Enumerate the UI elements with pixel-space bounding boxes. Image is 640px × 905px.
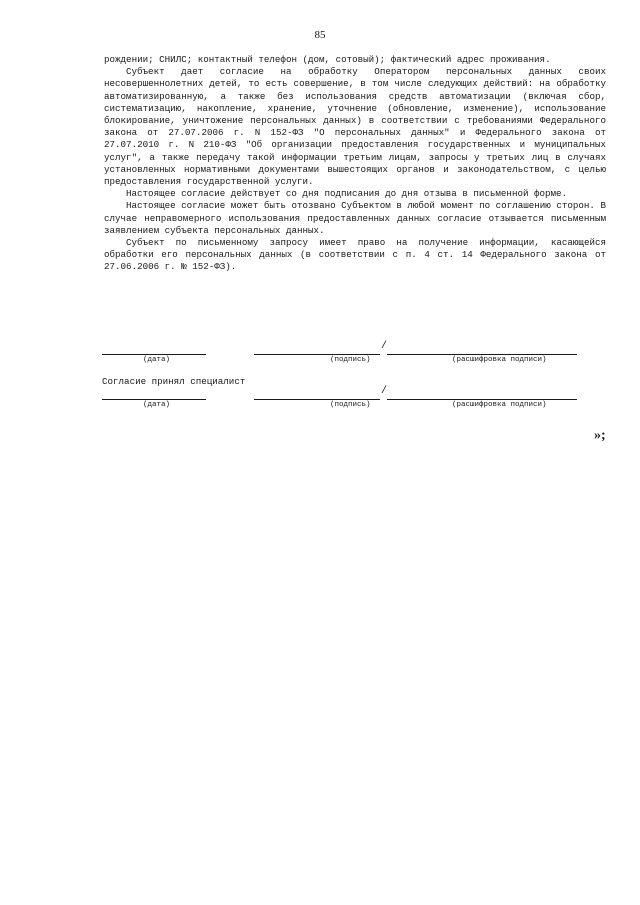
paragraph-address: рождении; СНИЛС; контактный телефон (дом, сотовый); фактический адрес проживания. bbox=[104, 54, 551, 65]
signature-caption: (подпись) bbox=[330, 401, 371, 409]
signature-block-specialist bbox=[102, 386, 582, 411]
date-caption: (дата) bbox=[143, 356, 171, 364]
date-line bbox=[102, 344, 206, 355]
paragraph-validity: Настоящее согласие действует со дня подписания до дня отзыва в письменной форме. bbox=[126, 188, 568, 200]
date-caption: (дата) bbox=[143, 401, 171, 409]
transcript-caption: (расшифровка подписи) bbox=[452, 401, 547, 409]
transcript-caption: (расшифровка подписи) bbox=[452, 356, 547, 364]
paragraph-revocation: Настоящее согласие может быть отозвано Субъектом в любой момент по соглашению сторон. В случае неправомерного использования предоставленных данных согласие отзывается письменным заявлением субъекта персональных данных. bbox=[104, 200, 606, 236]
signature-line bbox=[254, 389, 380, 400]
transcript-line bbox=[387, 389, 577, 400]
slash-separator: / bbox=[381, 386, 388, 397]
paragraph-rights: Субъект по письменному запросу имеет право на получение информации, касающейся обработки его персональных данных (в соответствии с п. 4 ст. 14 Федерального закона от 27.06.2006 г. № 152-ФЗ). bbox=[104, 237, 606, 273]
transcript-line bbox=[387, 344, 577, 355]
signature-block-subject bbox=[102, 341, 582, 366]
consent-body bbox=[104, 54, 606, 274]
signature-caption: (подпись) bbox=[330, 356, 371, 364]
paragraph-consent: Субъект дает согласие на обработку Оператором персональных данных своих несовершеннолетних детей, то есть совершение, в том числе следующих действий: на обработку автоматизированную, а также без использования средств автоматизации (включая сбор, систематизацию, накопление, хранение, уточнение (обновление, изменение), использование блокирование, уничтожение персональных данных) в соответствии с требованиями Федерального закона от 27.07.2006 г. N 152-ФЗ "О персональных данных" и Федерального закона от 27.07.2010 г. N 210-ФЗ "Об организации предоставления государственных и муниципальных услуг", а также передачу такой информации третьим лицам, запросы у третьих лиц в случаях установленных нормативными документами вышестоящих органов и законодательством, с целью предоставления государственной услуги. bbox=[104, 66, 606, 188]
page-number: 85 bbox=[314, 29, 326, 41]
date-line bbox=[102, 389, 206, 400]
specialist-label: Согласие принял специалист bbox=[102, 376, 246, 387]
closing-quote-mark: »; bbox=[594, 428, 606, 443]
signature-line bbox=[254, 344, 380, 355]
slash-separator: / bbox=[381, 341, 388, 352]
